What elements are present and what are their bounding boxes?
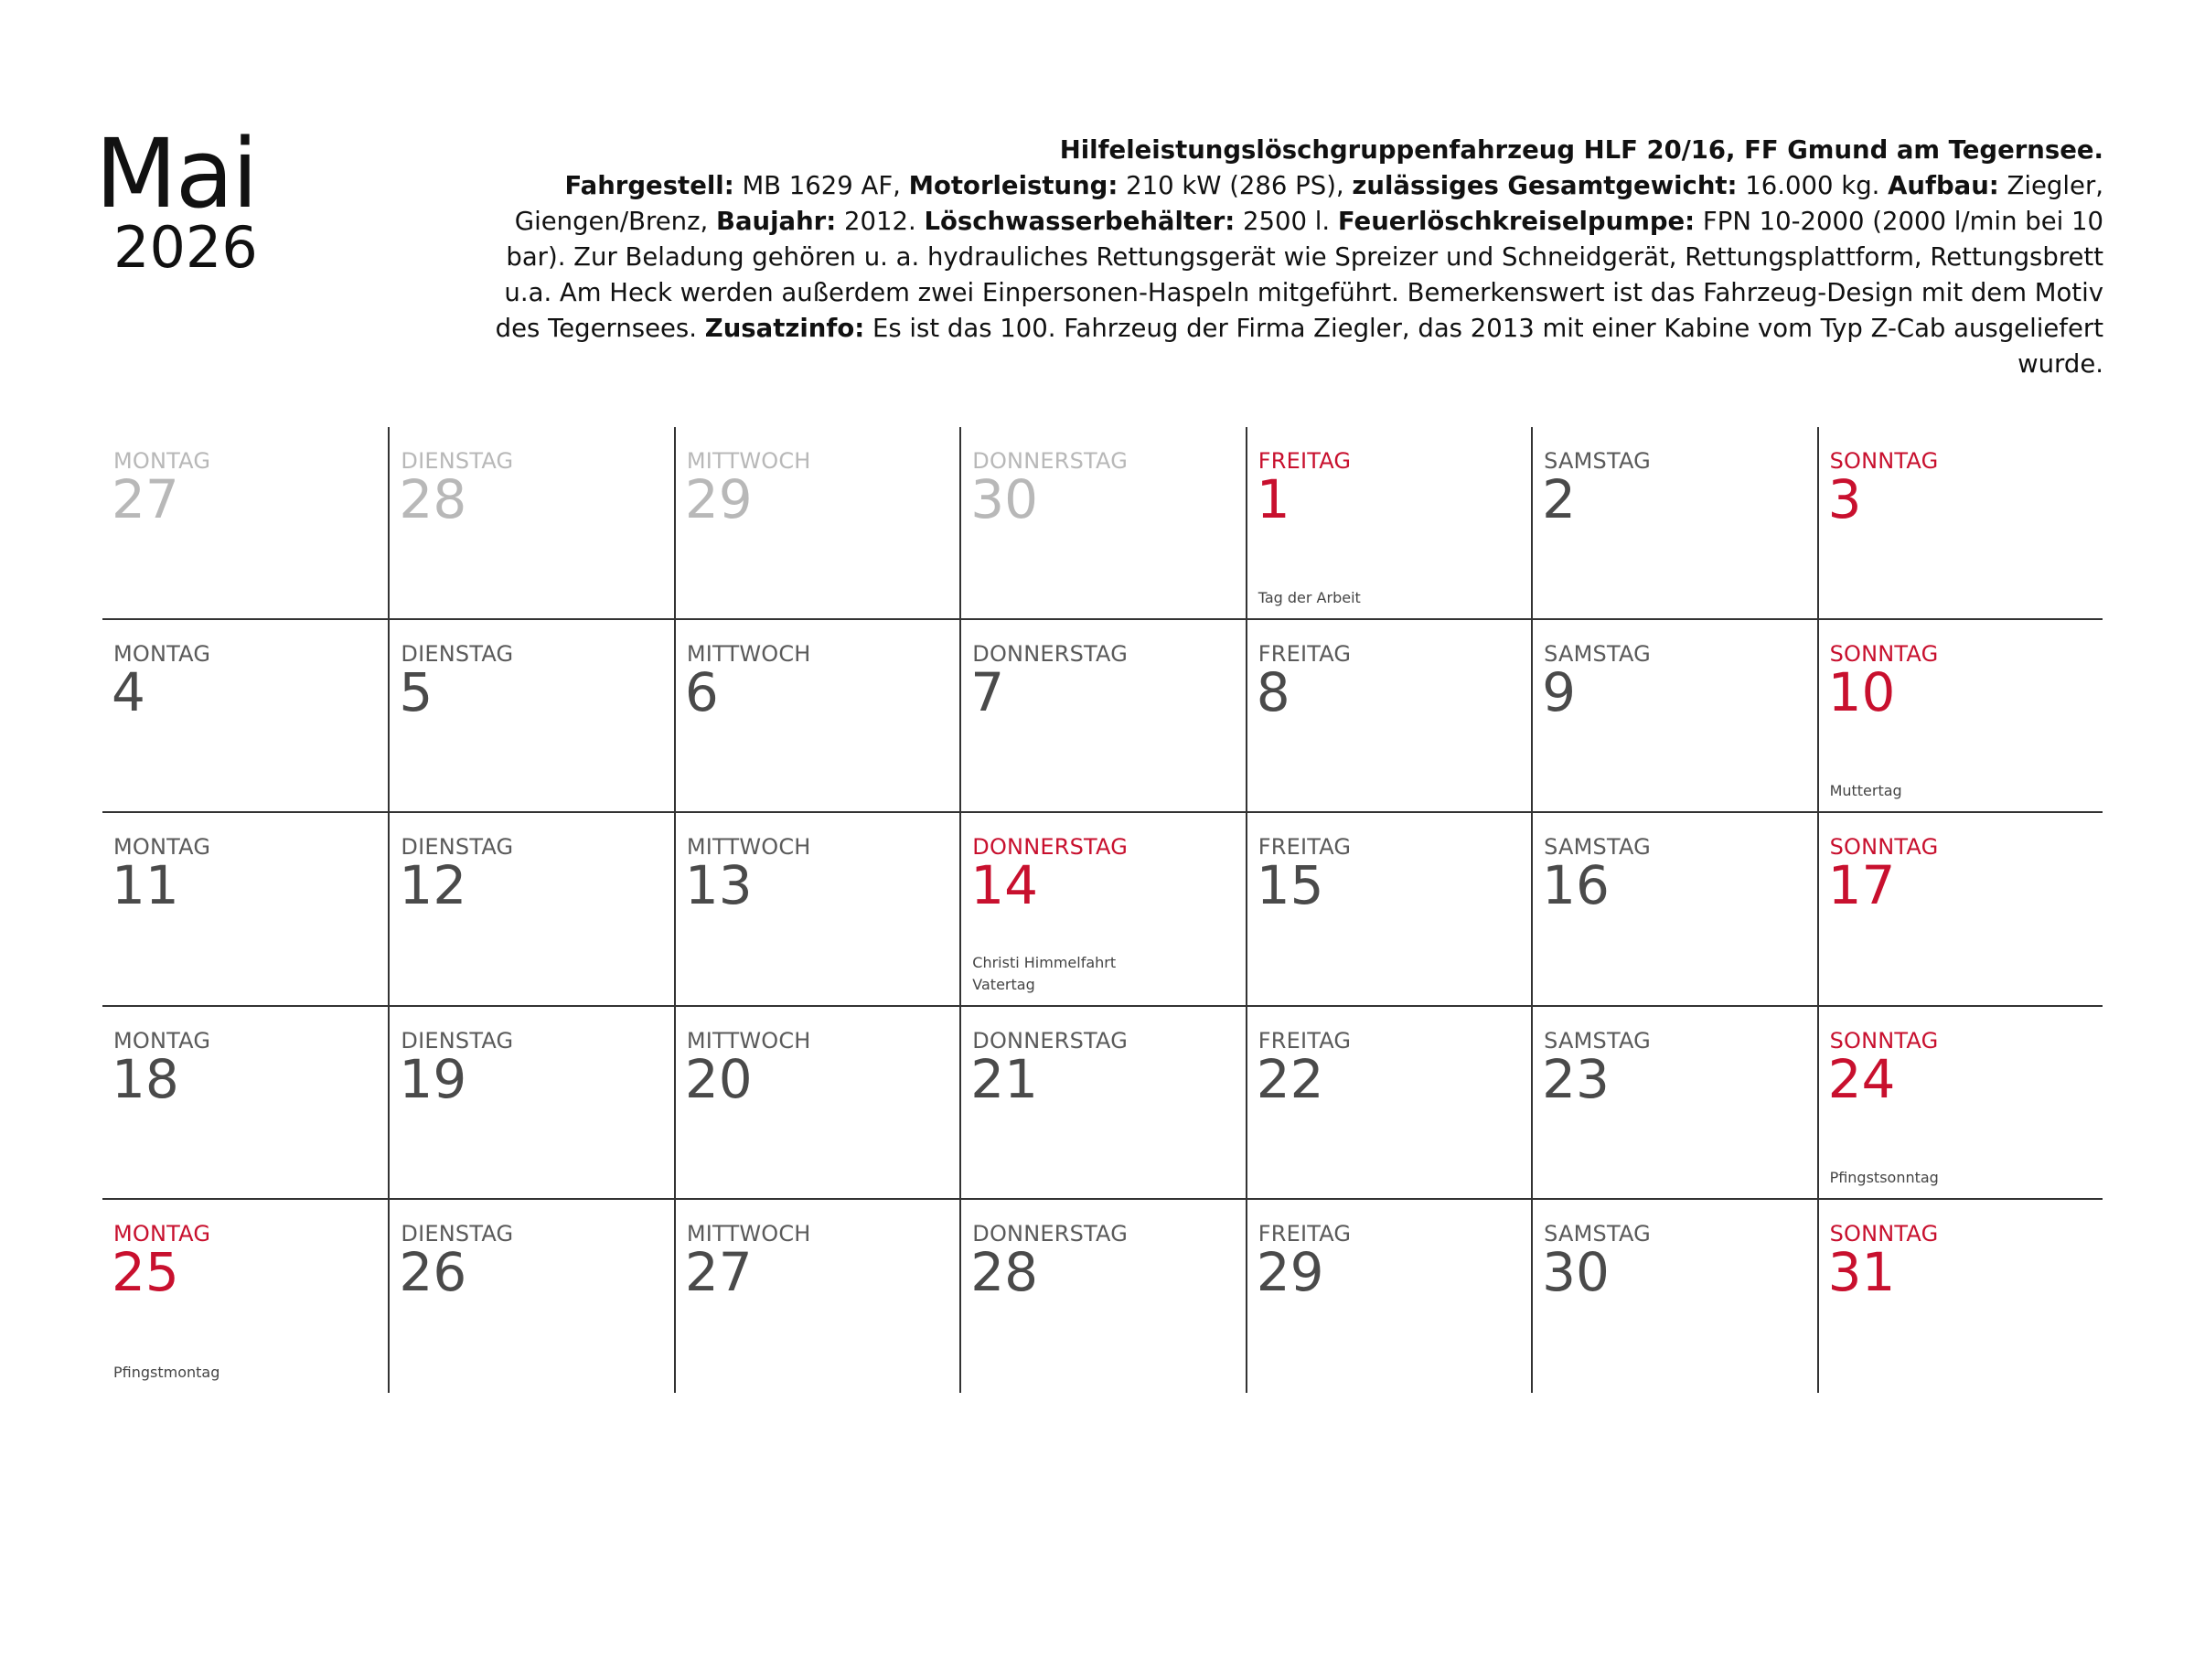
day-number: 5 xyxy=(399,661,433,724)
day-cell xyxy=(959,1007,1245,1200)
weekday-label: DIENSTAG xyxy=(401,1220,514,1247)
day-number: 7 xyxy=(970,661,1005,724)
vehicle-description xyxy=(476,133,2103,382)
weekday-label: MONTAG xyxy=(113,448,211,474)
year-title: 2026 xyxy=(113,214,258,281)
day-note: Christi Himmelfahrt Vatertag xyxy=(972,953,1117,993)
description-value: FPN 10-2000 (2000 l/min bei 10 bar). Zur Beladung gehören u. a. hydrauliches Rettungsgerät wie Spreizer und Schneidgerät, Rettungsplattform, Rettungsbrett u.a. Am Heck werden außerdem zwei Einpersonen-Haspeln mitgeführt. Bemerkenswert ist das Fahrzeug-Design mit dem Motiv des Tegernsees. xyxy=(495,207,2103,343)
weekday-label: DIENSTAG xyxy=(401,834,514,861)
day-number: 20 xyxy=(684,1047,753,1110)
day-note: Muttertag xyxy=(1829,782,1902,800)
day-cell xyxy=(102,1007,388,1200)
day-number: 19 xyxy=(399,1047,467,1110)
weekday-label: MONTAG xyxy=(113,1220,211,1247)
day-number: 3 xyxy=(1827,468,1862,530)
day-number: 28 xyxy=(970,1240,1039,1303)
weekday-label: SONNTAG xyxy=(1829,641,1939,668)
weekday-label: SONNTAG xyxy=(1829,834,1939,861)
weekday-label: SONNTAG xyxy=(1829,1220,1939,1247)
description-label: Löschwasserbehälter: xyxy=(924,207,1236,236)
day-cell xyxy=(102,620,388,813)
day-cell xyxy=(1531,1200,1816,1393)
day-cell xyxy=(1246,1007,1531,1200)
description-value: 16.000 kg. xyxy=(1737,171,1889,200)
day-number: 23 xyxy=(1542,1047,1610,1110)
day-number: 9 xyxy=(1542,661,1577,724)
day-number: 22 xyxy=(1256,1047,1324,1110)
day-number: 30 xyxy=(1542,1240,1610,1303)
weekday-label: MONTAG xyxy=(113,641,211,668)
day-number: 27 xyxy=(112,468,179,530)
description-body xyxy=(496,171,2103,379)
description-value: Ziegler, Giengen/Brenz, xyxy=(514,171,2103,236)
day-cell xyxy=(674,427,959,620)
weekday-label: DIENSTAG xyxy=(401,448,514,474)
description-label: Fahrgestell: xyxy=(564,171,734,200)
day-cell xyxy=(388,620,673,813)
day-cell xyxy=(1531,1007,1816,1200)
weekday-label: MITTWOCH xyxy=(686,641,811,668)
day-cell xyxy=(1817,620,2103,813)
day-cell xyxy=(388,813,673,1006)
description-value: 2500 l. xyxy=(1235,207,1338,236)
day-number: 11 xyxy=(112,854,179,917)
day-number: 15 xyxy=(1256,854,1324,917)
weekday-label: FREITAG xyxy=(1258,834,1352,861)
description-value: MB 1629 AF, xyxy=(733,171,909,200)
description-label: Feuerlöschkreiselpumpe: xyxy=(1337,207,1696,236)
day-cell xyxy=(959,813,1245,1006)
day-cell xyxy=(1246,427,1531,620)
day-cell xyxy=(102,813,388,1006)
weekday-label: DIENSTAG xyxy=(401,1027,514,1054)
day-number: 8 xyxy=(1256,661,1290,724)
day-number: 29 xyxy=(684,468,753,530)
day-number: 1 xyxy=(1256,468,1290,530)
description-label: zulässiges Gesamtgewicht: xyxy=(1352,171,1738,200)
day-cell xyxy=(1246,813,1531,1006)
weekday-label: DONNERSTAG xyxy=(972,834,1129,861)
weekday-label: DONNERSTAG xyxy=(972,1027,1129,1054)
weekday-label: DIENSTAG xyxy=(401,641,514,668)
weekday-label: SAMSTAG xyxy=(1544,448,1651,474)
month-title: Mai xyxy=(95,118,257,230)
description-value: 210 kW (286 PS), xyxy=(1118,171,1353,200)
day-number: 17 xyxy=(1827,854,1896,917)
day-cell xyxy=(1246,1200,1531,1393)
day-note: Pfingstmontag xyxy=(113,1363,220,1381)
day-number: 10 xyxy=(1827,661,1896,724)
day-number: 16 xyxy=(1542,854,1610,917)
weekday-label: SAMSTAG xyxy=(1544,1027,1651,1054)
day-number: 14 xyxy=(970,854,1039,917)
day-number: 6 xyxy=(684,661,719,724)
day-cell xyxy=(388,1200,673,1393)
day-cell xyxy=(674,813,959,1006)
day-number: 2 xyxy=(1542,468,1577,530)
weekday-label: DONNERSTAG xyxy=(972,1220,1129,1247)
calendar-grid xyxy=(102,427,2103,1393)
weekday-label: FREITAG xyxy=(1258,641,1352,668)
day-cell xyxy=(1817,813,2103,1006)
day-cell xyxy=(959,1200,1245,1393)
day-cell xyxy=(674,1007,959,1200)
day-cell xyxy=(1531,427,1816,620)
day-note: Tag der Arbeit xyxy=(1258,589,1361,607)
weekday-label: DONNERSTAG xyxy=(972,448,1129,474)
day-cell xyxy=(388,427,673,620)
description-label: Zusatzinfo: xyxy=(704,314,865,343)
day-cell xyxy=(1246,620,1531,813)
weekday-label: SONNTAG xyxy=(1829,448,1939,474)
day-cell xyxy=(674,620,959,813)
day-number: 26 xyxy=(399,1240,467,1303)
day-number: 12 xyxy=(399,854,467,917)
day-cell xyxy=(959,427,1245,620)
weekday-label: MONTAG xyxy=(113,834,211,861)
day-number: 31 xyxy=(1827,1240,1896,1303)
day-cell xyxy=(102,427,388,620)
day-number: 30 xyxy=(970,468,1039,530)
day-cell xyxy=(388,1007,673,1200)
day-number: 28 xyxy=(399,468,467,530)
day-number: 29 xyxy=(1256,1240,1324,1303)
weekday-label: DONNERSTAG xyxy=(972,641,1129,668)
description-label: Aufbau: xyxy=(1888,171,1999,200)
weekday-label: MITTWOCH xyxy=(686,1220,811,1247)
weekday-label: SONNTAG xyxy=(1829,1027,1939,1054)
description-value: Es ist das 100. Fahrzeug der Firma Ziegler, das 2013 mit einer Kabine vom Typ Z-Cab ausgeliefert wurde. xyxy=(864,314,2103,379)
weekday-label: MITTWOCH xyxy=(686,834,811,861)
day-number: 24 xyxy=(1827,1047,1896,1110)
weekday-label: FREITAG xyxy=(1258,448,1352,474)
weekday-label: SAMSTAG xyxy=(1544,1220,1651,1247)
day-number: 21 xyxy=(970,1047,1039,1110)
weekday-label: SAMSTAG xyxy=(1544,834,1651,861)
day-number: 25 xyxy=(112,1240,179,1303)
day-note: Pfingstsonntag xyxy=(1829,1168,1939,1186)
day-cell xyxy=(959,620,1245,813)
day-cell xyxy=(674,1200,959,1393)
day-cell xyxy=(1817,427,2103,620)
weekday-label: MITTWOCH xyxy=(686,1027,811,1054)
day-cell xyxy=(1817,1007,2103,1200)
description-label: Baujahr: xyxy=(716,207,837,236)
day-cell xyxy=(1531,620,1816,813)
description-title: Hilfeleistungslöschgruppenfahrzeug HLF 20/16, FF Gmund am Tegernsee. xyxy=(1059,135,2103,165)
day-number: 4 xyxy=(112,661,145,724)
day-number: 27 xyxy=(684,1240,753,1303)
weekday-label: FREITAG xyxy=(1258,1027,1352,1054)
weekday-label: MONTAG xyxy=(113,1027,211,1054)
weekday-label: SAMSTAG xyxy=(1544,641,1651,668)
description-value: 2012. xyxy=(836,207,925,236)
day-number: 13 xyxy=(684,854,753,917)
weekday-label: MITTWOCH xyxy=(686,448,811,474)
weekday-label: FREITAG xyxy=(1258,1220,1352,1247)
day-number: 18 xyxy=(112,1047,179,1110)
day-cell xyxy=(102,1200,388,1393)
day-cell xyxy=(1817,1200,2103,1393)
description-label: Motorleistung: xyxy=(908,171,1118,200)
day-cell xyxy=(1531,813,1816,1006)
